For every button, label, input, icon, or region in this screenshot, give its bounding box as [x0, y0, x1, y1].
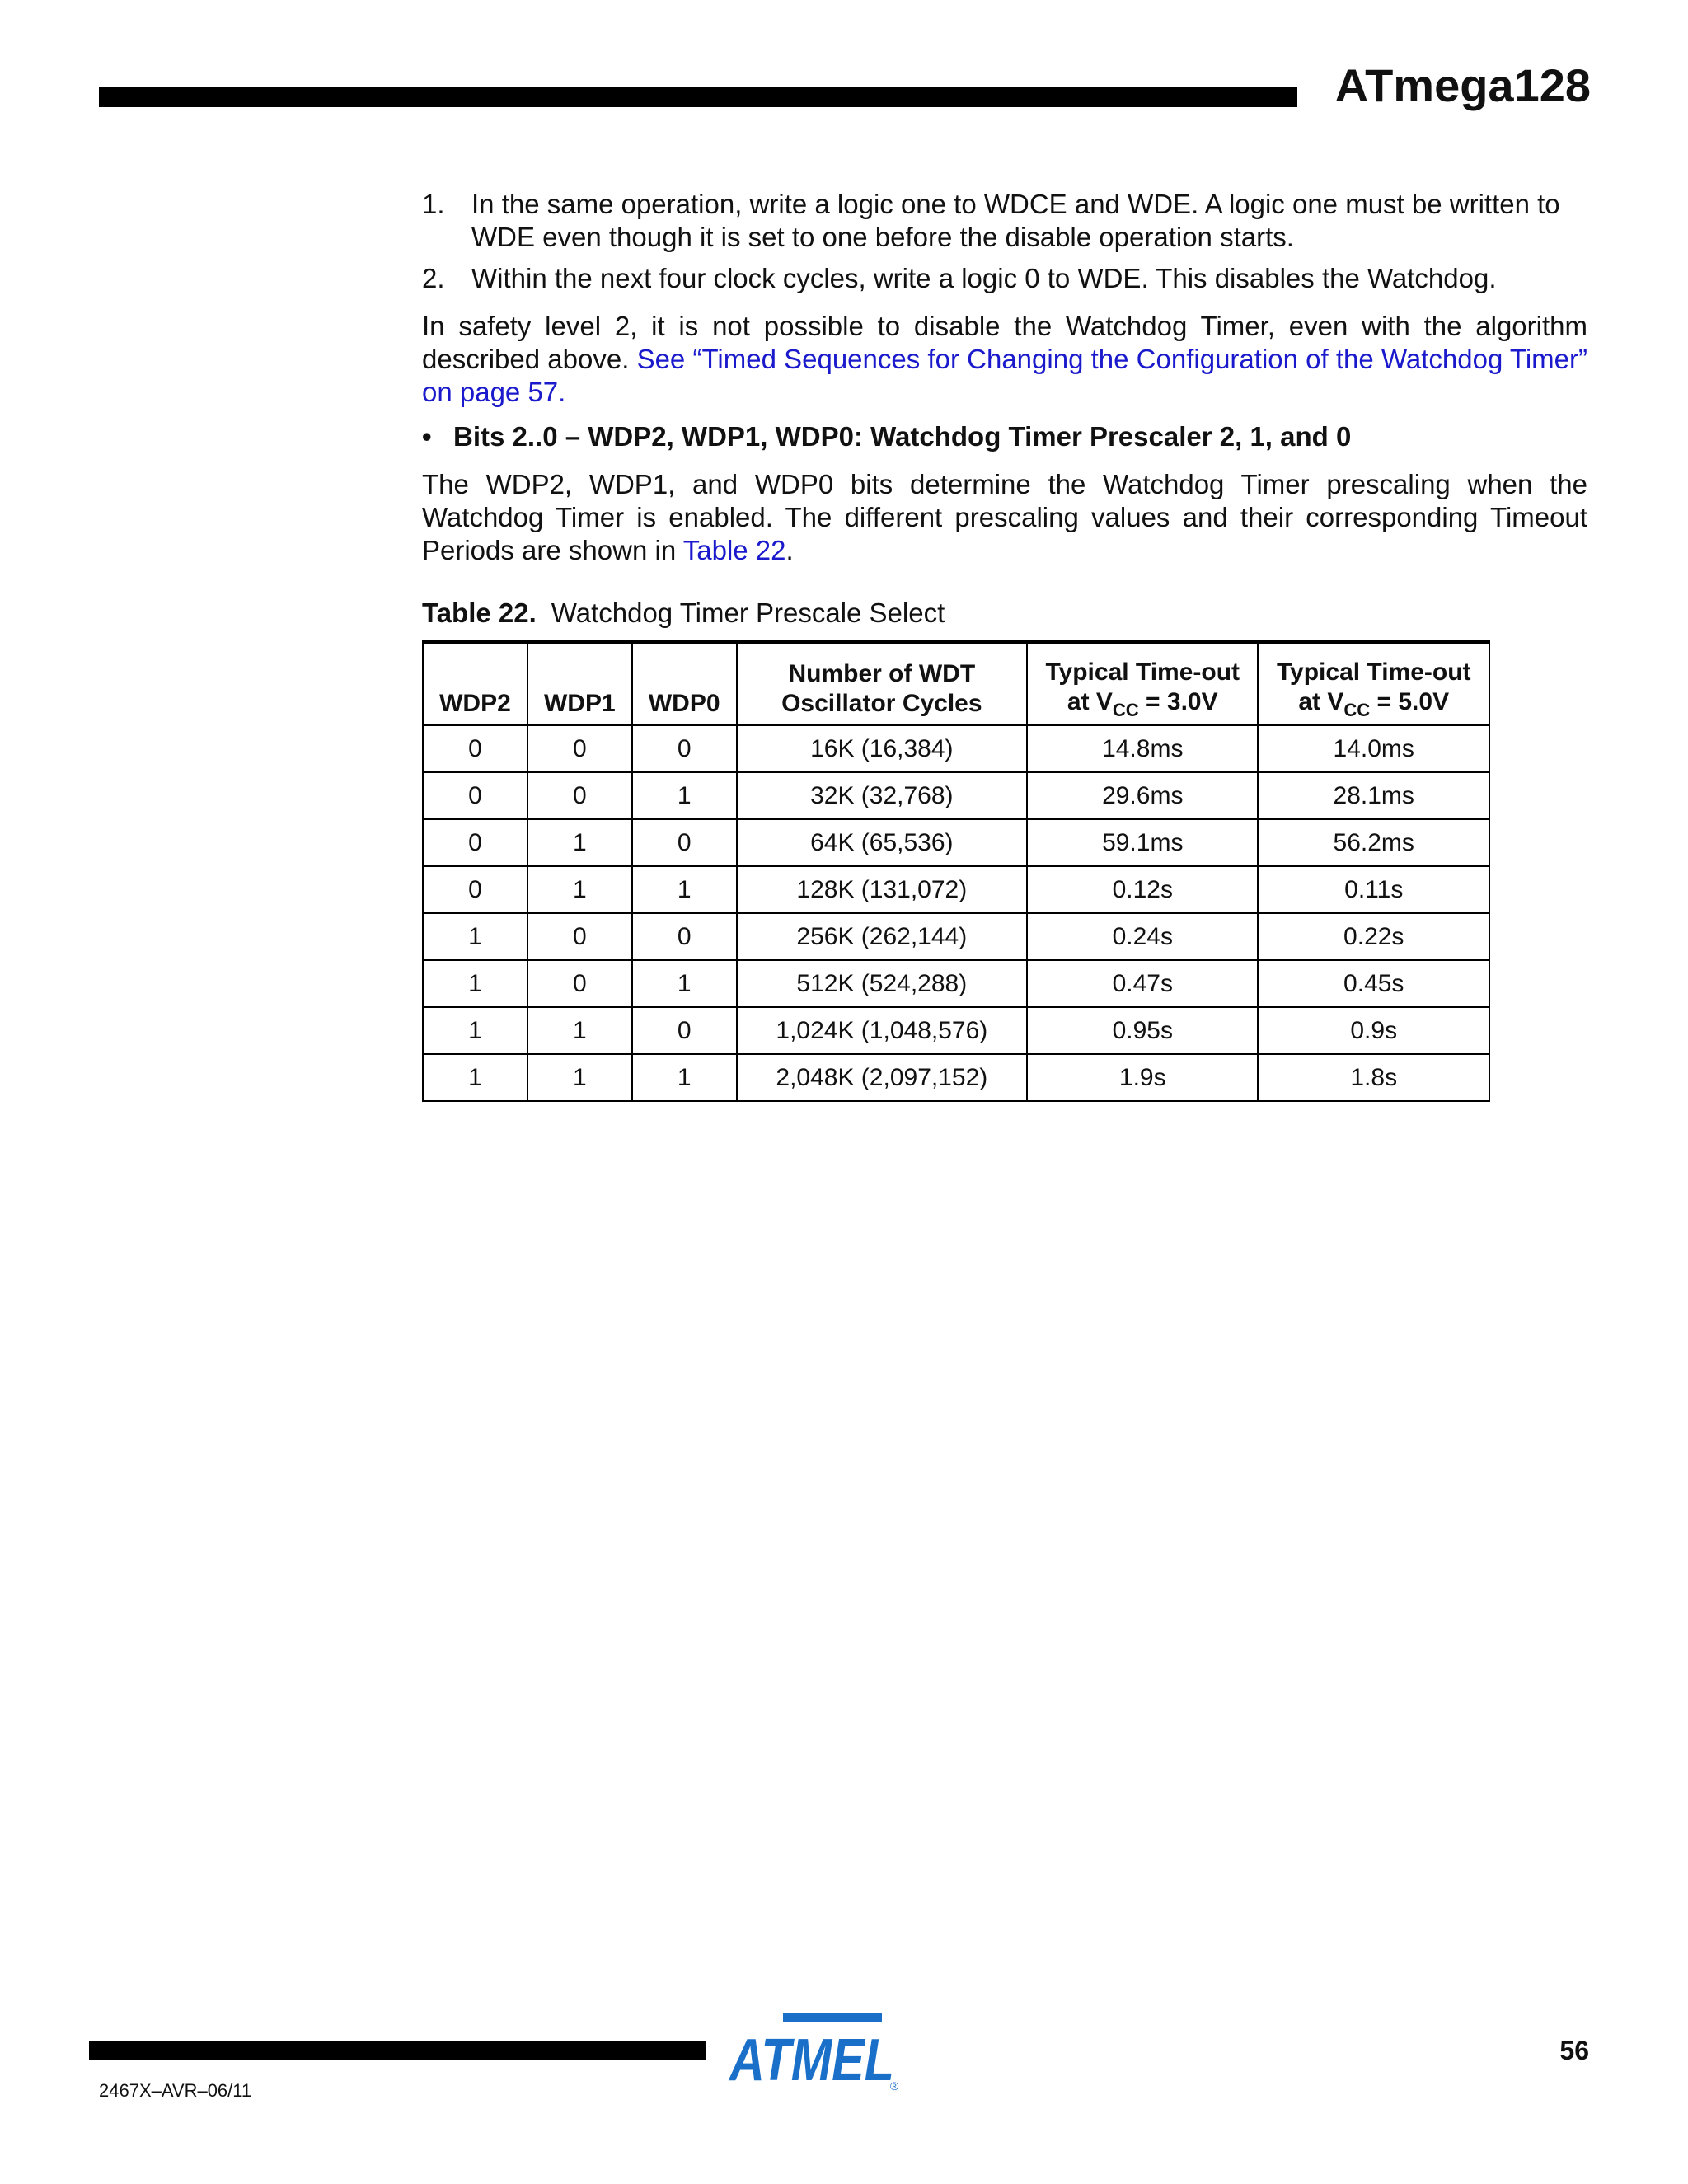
table-cell: 1 — [423, 1054, 528, 1101]
table-cell: 512K (524,288) — [737, 960, 1027, 1007]
table-cell: 1 — [528, 1007, 632, 1054]
table-cell: 0 — [528, 913, 632, 960]
header-wdp1: WDP1 — [528, 642, 632, 725]
page-content — [422, 188, 1587, 1102]
table-cell: 1 — [423, 913, 528, 960]
bullet-icon: • — [422, 421, 432, 452]
header-rule — [99, 87, 1297, 107]
table-row — [423, 960, 1489, 1007]
safety-paragraph — [422, 310, 1587, 409]
table-cell: 0.45s — [1258, 960, 1489, 1007]
list-number: 1. — [422, 189, 445, 219]
table-cell: 0.9s — [1258, 1007, 1489, 1054]
table-header-row — [423, 642, 1489, 725]
timed-sequences-link[interactable]: See “Timed Sequences for Changing the Configuration of the Watchdog Timer” on page 57. — [422, 344, 1587, 407]
table-cell: 0 — [528, 772, 632, 819]
bits-text-end: . — [785, 535, 794, 565]
table-cell: 1 — [528, 1054, 632, 1101]
header-wdp2: WDP2 — [423, 642, 528, 725]
table-cell: 1.9s — [1027, 1054, 1258, 1101]
table-cell: 0 — [632, 725, 737, 773]
table-row — [423, 1007, 1489, 1054]
footer-doc-id: 2467X–AVR–06/11 — [99, 2080, 252, 2101]
bits-heading — [422, 420, 1587, 453]
table-cell: 1 — [632, 960, 737, 1007]
bits-paragraph — [422, 468, 1587, 567]
table-cell: 1 — [528, 819, 632, 866]
table-row — [423, 772, 1489, 819]
table-caption — [422, 597, 1587, 630]
atmel-logo-icon — [725, 2011, 907, 2093]
table-cell: 0 — [423, 866, 528, 913]
table-cell: 29.6ms — [1027, 772, 1258, 819]
table-cell: 56.2ms — [1258, 819, 1489, 866]
table-cell: 64K (65,536) — [737, 819, 1027, 866]
table-cell: 0.95s — [1027, 1007, 1258, 1054]
table-cell: 1 — [528, 866, 632, 913]
prescale-table — [422, 640, 1490, 1102]
table-cell: 0 — [423, 819, 528, 866]
footer-rule — [89, 2041, 706, 2060]
table-cell: 0.47s — [1027, 960, 1258, 1007]
table-cell: 0.24s — [1027, 913, 1258, 960]
list-text: Within the next four clock cycles, write a logic 0 to WDE. This disables the Watchdog. — [471, 263, 1497, 293]
table-cell: 128K (131,072) — [737, 866, 1027, 913]
svg-text:®: ® — [890, 2079, 899, 2093]
table-cell: 1 — [423, 960, 528, 1007]
table-cell: 0 — [632, 913, 737, 960]
table-cell: 14.0ms — [1258, 725, 1489, 773]
table-cell: 59.1ms — [1027, 819, 1258, 866]
safety-text: In safety level 2, it is not possible to disable the Watchdog Timer, even with the algorithm described above. — [422, 311, 1587, 374]
table-row — [423, 1054, 1489, 1101]
header-timeout-3v: Typical Time-out at $V_{CC} = 3.0V$ — [1027, 642, 1258, 725]
list-item — [422, 262, 1587, 295]
table-row — [423, 819, 1489, 866]
table-row — [423, 913, 1489, 960]
list-number: 2. — [422, 263, 445, 293]
page-number: 56 — [1559, 2036, 1589, 2065]
table-cell: 0.11s — [1258, 866, 1489, 913]
table-cell: 32K (32,768) — [737, 772, 1027, 819]
table-caption-label: Table 22. — [422, 598, 537, 628]
table-cell: 0 — [632, 819, 737, 866]
table-22-link[interactable]: Table 22 — [682, 535, 786, 565]
table-cell: 1 — [632, 772, 737, 819]
table-cell: 14.8ms — [1027, 725, 1258, 773]
bits-heading-text: Bits 2..0 – WDP2, WDP1, WDP0: Watchdog Timer Prescaler 2, 1, and 0 — [453, 421, 1352, 452]
table-cell: 0 — [423, 725, 528, 773]
table-cell: 16K (16,384) — [737, 725, 1027, 773]
table-cell: 1 — [632, 866, 737, 913]
svg-text:ATMEL: ATMEL — [728, 2027, 894, 2093]
table-cell: 1 — [632, 1054, 737, 1101]
table-body — [423, 725, 1489, 1102]
table-cell: 0 — [528, 960, 632, 1007]
list-item — [422, 188, 1587, 254]
table-cell: 0 — [528, 725, 632, 773]
table-cell: 256K (262,144) — [737, 913, 1027, 960]
bits-text: The WDP2, WDP1, and WDP0 bits determine the Watchdog Timer prescaling when the Watchdog Timer is enabled. The different prescaling values and their corresponding Timeout Periods are shown in — [422, 469, 1587, 565]
header-wdp0: WDP0 — [632, 642, 737, 725]
table-cell: 1 — [423, 1007, 528, 1054]
table-cell: 1.8s — [1258, 1054, 1489, 1101]
table-cell: 0 — [423, 772, 528, 819]
header-cycles: Number of WDT Oscillator Cycles — [737, 642, 1027, 725]
table-cell: 0 — [632, 1007, 737, 1054]
table-cell: 1,024K (1,048,576) — [737, 1007, 1027, 1054]
header-title: ATmega128 — [1334, 59, 1591, 111]
table-caption-title: Watchdog Timer Prescale Select — [551, 598, 945, 628]
table-cell: 2,048K (2,097,152) — [737, 1054, 1027, 1101]
table-row — [423, 725, 1489, 773]
table-cell: 0.22s — [1258, 913, 1489, 960]
table-row — [423, 866, 1489, 913]
table-cell: 0.12s — [1027, 866, 1258, 913]
header-timeout-5v: Typical Time-out at $V_{CC} = 5.0V$ — [1258, 642, 1489, 725]
table-cell: 28.1ms — [1258, 772, 1489, 819]
list-text: In the same operation, write a logic one to WDCE and WDE. A logic one must be written to WDE even though it is set to one before the disable operation starts. — [471, 189, 1560, 252]
